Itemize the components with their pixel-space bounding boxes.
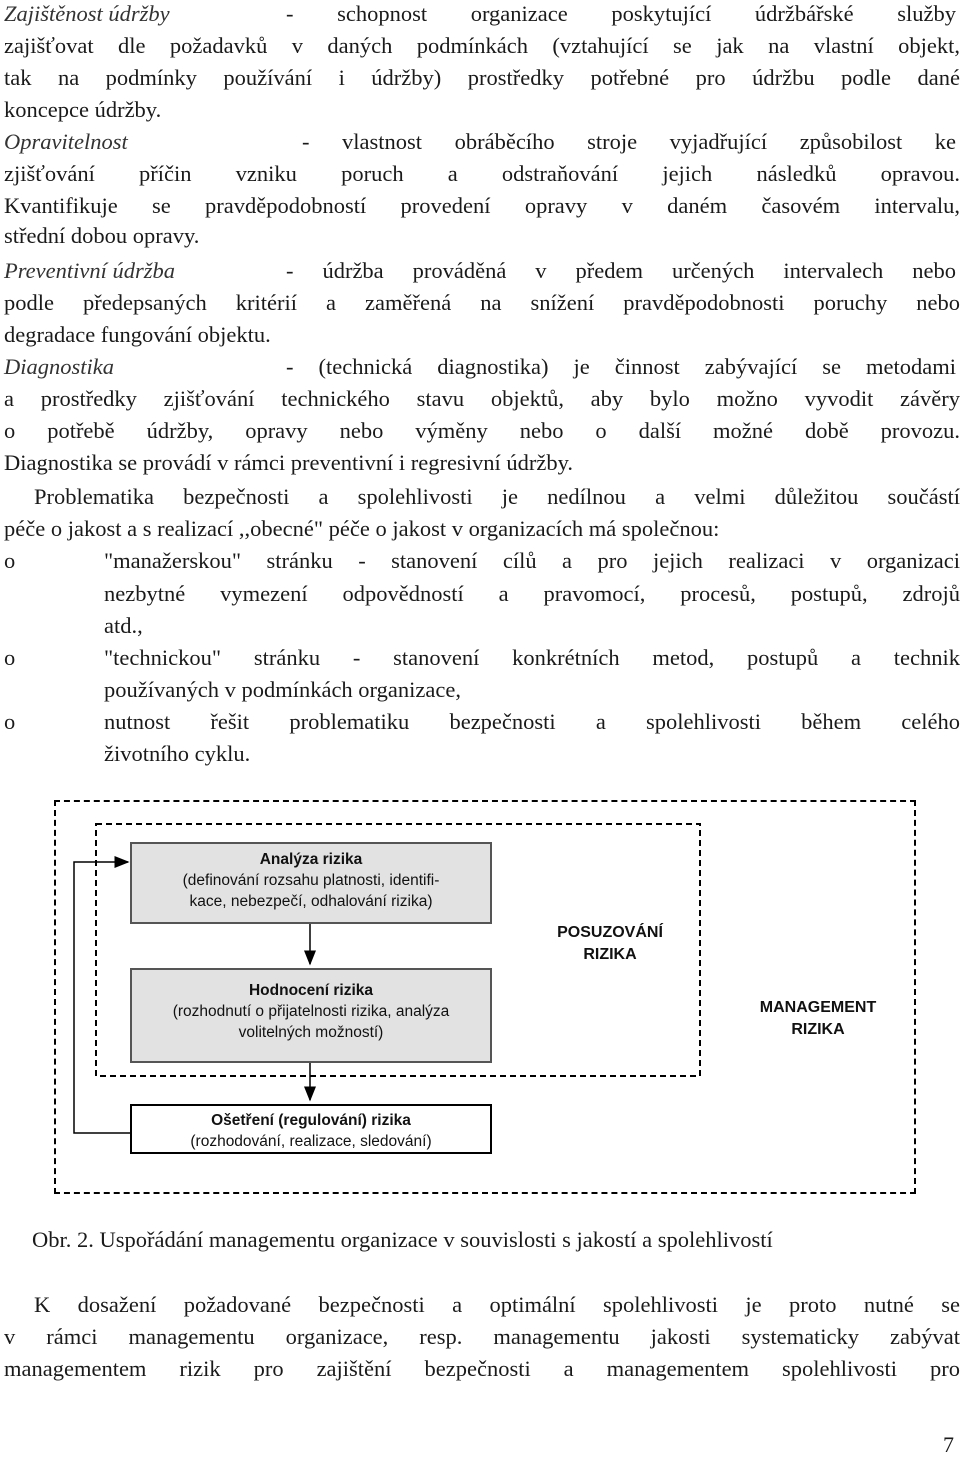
treatment-title: Ošetření (regulování) rizika (211, 1112, 411, 1129)
definition-text: zjišťování příčin vzniku poruch a odstraňování jejich následků opravou. (4, 161, 960, 186)
definition-text: podle předepsaných kritérií a zaměřená na snížení pravděpodobnosti poruchy nebo (4, 290, 960, 315)
paragraph-line: péče o jakost a s realizací ,,obecné" péče o jakost v organizacích má společnou: (4, 516, 720, 541)
definition-text: a prostředky zjišťování technického stavu objektů, aby bylo možno vyvodit závěry (4, 386, 960, 411)
definition-text: degradace fungování objektu. (4, 322, 271, 347)
list-item: používaných v podmínkách organizace, (104, 677, 461, 702)
figure-caption: Obr. 2. Uspořádání managementu organizace v souvislosti s jakostí a spolehlivostí (32, 1227, 773, 1252)
management-label: MANAGEMENT RIZIKA (759, 999, 877, 1038)
definition-text: - (technická diagnostika) je činnost zabývající se metodami (286, 354, 956, 379)
term: Zajištěnost údržby (4, 1, 170, 26)
definition-text: zajišťovat dle požadavků v daných podmínkách (vztahující se jak na vlastní objekt, (4, 33, 960, 58)
definition-text: Kvantifikuje se pravděpodobností provedení opravy v daném časovém intervalu, (4, 193, 960, 218)
definition-text: koncepce údržby. (4, 97, 162, 122)
evaluation-desc: (rozhodnutí o přijatelnosti rizika, analýza (172, 1003, 450, 1020)
evaluation-desc: volitelných možností) (238, 1024, 384, 1041)
page-number: 7 (943, 1432, 954, 1457)
definition-text: - vlastnost obráběcího stroje vyjadřující způsobilost ke (302, 129, 956, 154)
analysis-desc: (definování rozsahu platnosti, identifi- (182, 872, 440, 889)
list-item: nezbytné vymezení odpovědností a pravomocí, procesů, postupů, zdrojů (104, 581, 960, 606)
analysis-title: Analýza rizika (259, 851, 363, 868)
term: Opravitelnost (4, 129, 128, 154)
analysis-box (130, 842, 492, 924)
paragraph-line: K dosažení požadované bezpečnosti a optimální spolehlivosti je proto nutné se (34, 1292, 960, 1317)
definition-text: Diagnostika se provádí v rámci preventivní i regresivní údržby. (4, 450, 574, 475)
definition-text: o potřebě údržby, opravy nebo výměny nebo o další možné době provozu. (4, 418, 960, 443)
definition-text: tak na podmínky používání i údržby) prostředky potřebné pro údržbu podle dané (4, 65, 960, 90)
list-item: "technickou" stránku - stanovení konkrétních metod, postupů a technik (104, 645, 960, 670)
assessment-label: POSUZOVÁNÍ RIZIKA (557, 924, 663, 963)
list-item: "manažerskou" stránku - stanovení cílů a pro jejich realizaci v organizaci (104, 548, 960, 573)
definition-text: střední dobou opravy. (4, 223, 200, 248)
treatment-desc: (rozhodování, realizace, sledování) (190, 1133, 432, 1150)
paragraph-line: managementem rizik pro zajištění bezpečnosti a managementem spolehlivosti pro (4, 1356, 960, 1381)
evaluation-box (130, 968, 492, 1063)
analysis-desc: kace, nebezpečí, odhalování rizika) (189, 893, 433, 910)
paragraph-line: Problematika bezpečnosti a spolehlivosti je nedílnou a velmi důležitou součástí (34, 484, 960, 509)
definition-text: - údržba prováděná v předem určených intervalech nebo (286, 258, 956, 283)
list-item: životního cyklu. (104, 741, 251, 766)
bullet-marker: o (4, 709, 16, 734)
term: Preventivní údržba (4, 258, 176, 283)
term: Diagnostika (4, 354, 114, 379)
list-item: nutnost řešit problematiku bezpečnosti a spolehlivosti během celého (104, 709, 960, 734)
treatment-box (130, 1104, 492, 1154)
bullet-marker: o (4, 645, 16, 670)
bullet-marker: o (4, 548, 16, 573)
definition-text: - schopnost organizace poskytující údržbářské služby (286, 1, 956, 26)
list-item: atd., (104, 613, 143, 638)
paragraph-line: v rámci managementu organizace, resp. managementu jakosti systematicky zabývat (4, 1324, 960, 1349)
evaluation-title: Hodnocení rizika (248, 982, 374, 999)
